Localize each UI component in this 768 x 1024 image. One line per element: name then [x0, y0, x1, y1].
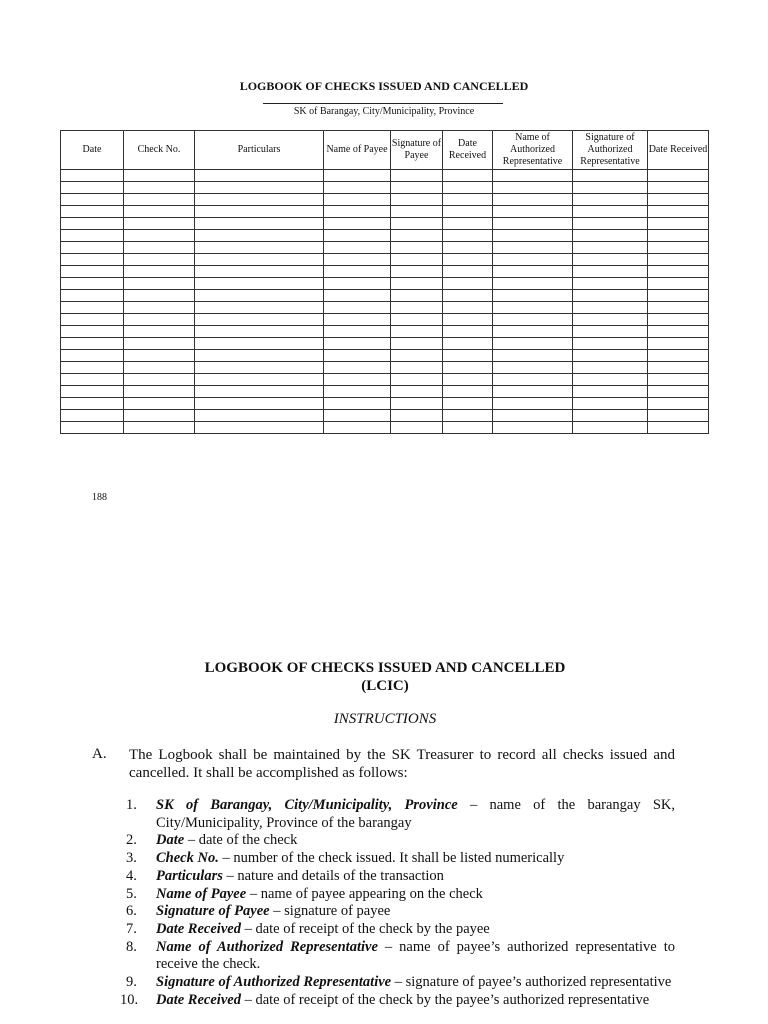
table-cell: [573, 422, 648, 434]
item-description: name of payee’s authorized representative to receive the check.: [156, 938, 675, 973]
column-header: Signature of Authorized Representative: [573, 131, 648, 170]
table-cell: [195, 410, 324, 422]
table-cell: [573, 350, 648, 362]
table-cell: [573, 386, 648, 398]
table-cell: [124, 230, 195, 242]
table-cell: [195, 338, 324, 350]
table-cell: [443, 398, 493, 410]
table-cell: [195, 206, 324, 218]
table-cell: [195, 422, 324, 434]
table-cell: [124, 278, 195, 290]
table-cell: [573, 410, 648, 422]
table-cell: [493, 290, 573, 302]
table-cell: [648, 206, 709, 218]
table-cell: [648, 254, 709, 266]
table-cell: [443, 194, 493, 206]
table-cell: [391, 230, 443, 242]
instruction-list: [100, 797, 675, 1009]
table-cell: [573, 266, 648, 278]
table-row: [61, 314, 709, 326]
table-cell: [391, 194, 443, 206]
table-row: [61, 266, 709, 278]
table-cell: [648, 362, 709, 374]
table-cell: [391, 338, 443, 350]
table-cell: [61, 230, 124, 242]
item-dash: –: [218, 850, 234, 867]
table-cell: [61, 254, 124, 266]
table-cell: [61, 398, 124, 410]
list-item: [100, 921, 675, 939]
item-dash: –: [184, 832, 199, 849]
table-cell: [324, 266, 391, 278]
item-number: 1.: [126, 797, 137, 813]
table-cell: [443, 218, 493, 230]
table-cell: [124, 290, 195, 302]
table-cell: [324, 206, 391, 218]
table-cell: [493, 314, 573, 326]
form-title: LOGBOOK OF CHECKS ISSUED AND CANCELLED: [239, 79, 529, 93]
table-cell: [391, 254, 443, 266]
list-item: [100, 939, 675, 974]
table-cell: [391, 326, 443, 338]
table-cell: [648, 398, 709, 410]
table-cell: [648, 218, 709, 230]
table-cell: [648, 266, 709, 278]
item-term: Name of Payee: [156, 885, 247, 902]
table-cell: [61, 242, 124, 254]
item-term: Date Received: [156, 991, 241, 1008]
table-cell: [61, 386, 124, 398]
table-cell: [573, 206, 648, 218]
table-cell: [493, 386, 573, 398]
table-cell: [61, 422, 124, 434]
table-cell: [443, 242, 493, 254]
table-cell: [648, 386, 709, 398]
table-cell: [648, 338, 709, 350]
table-cell: [573, 302, 648, 314]
table-cell: [61, 266, 124, 278]
table-cell: [573, 278, 648, 290]
table-cell: [493, 194, 573, 206]
table-cell: [195, 350, 324, 362]
table-cell: [324, 314, 391, 326]
item-description: date of the check: [198, 832, 298, 849]
table-cell: [391, 314, 443, 326]
table-cell: [573, 254, 648, 266]
table-cell: [324, 374, 391, 386]
table-cell: [124, 374, 195, 386]
table-cell: [124, 362, 195, 374]
item-number: 9.: [126, 974, 137, 991]
table-cell: [61, 338, 124, 350]
table-cell: [443, 254, 493, 266]
table-row: [61, 374, 709, 386]
table-cell: [195, 194, 324, 206]
instructions-title-main: LOGBOOK OF CHECKS ISSUED AND CANCELLED: [204, 660, 566, 676]
table-row: [61, 242, 709, 254]
table-cell: [443, 362, 493, 374]
table-cell: [61, 170, 124, 182]
column-header: Name of Authorized Representative: [493, 131, 573, 170]
table-cell: [195, 398, 324, 410]
table-cell: [648, 350, 709, 362]
table-cell: [61, 218, 124, 230]
table-cell: [391, 182, 443, 194]
item-number: 7.: [126, 920, 137, 937]
table-cell: [61, 206, 124, 218]
table-cell: [493, 374, 573, 386]
subtitle-underline: [263, 103, 503, 104]
table-cell: [573, 230, 648, 242]
item-dash: –: [240, 991, 256, 1008]
table-row: [61, 230, 709, 242]
table-cell: [493, 362, 573, 374]
table-cell: [443, 206, 493, 218]
item-term: Date: [156, 832, 185, 849]
table-cell: [124, 410, 195, 422]
table-cell: [195, 374, 324, 386]
table-cell: [124, 350, 195, 362]
table-row: [61, 206, 709, 218]
table-cell: [493, 230, 573, 242]
table-cell: [324, 362, 391, 374]
item-description: date of receipt of the check by the payee’s authorized representative: [255, 991, 650, 1008]
item-dash: –: [377, 938, 400, 955]
table-row: [61, 170, 709, 182]
table-row: [61, 194, 709, 206]
table-cell: [391, 362, 443, 374]
table-cell: [493, 218, 573, 230]
column-header: Check No.: [124, 131, 195, 170]
table-cell: [391, 350, 443, 362]
item-term: Particulars: [156, 867, 223, 884]
table-cell: [443, 170, 493, 182]
section-letter: A.: [92, 746, 107, 762]
table-cell: [493, 302, 573, 314]
table-cell: [195, 170, 324, 182]
table-cell: [573, 398, 648, 410]
table-cell: [61, 278, 124, 290]
item-number: 6.: [126, 903, 137, 920]
page-number: 188: [92, 492, 107, 503]
table-cell: [443, 290, 493, 302]
table-cell: [391, 278, 443, 290]
item-number: 2.: [126, 832, 137, 849]
item-term: Name of Authorized Representative: [156, 938, 378, 955]
table-row: [61, 182, 709, 194]
table-row: [61, 278, 709, 290]
instructions-heading: INSTRUCTIONS: [333, 711, 437, 727]
list-item: [100, 992, 675, 1010]
table-cell: [195, 314, 324, 326]
table-cell: [195, 254, 324, 266]
table-cell: [195, 362, 324, 374]
table-cell: [391, 374, 443, 386]
table-cell: [391, 398, 443, 410]
column-header: Particulars: [195, 131, 324, 170]
table-row: [61, 338, 709, 350]
table-cell: [443, 230, 493, 242]
column-header: Date: [61, 131, 124, 170]
instructions-title-abbrev: (LCIC): [361, 678, 409, 694]
table-cell: [648, 314, 709, 326]
table-cell: [573, 362, 648, 374]
form-subtitle: SK of Barangay, City/Municipality, Province: [293, 106, 475, 117]
item-description: number of the check issued. It shall be listed numerically: [233, 850, 565, 867]
table-cell: [324, 410, 391, 422]
table-cell: [61, 182, 124, 194]
column-header: Date Received: [443, 131, 493, 170]
item-description: signature of payee’s authorized representative: [405, 974, 672, 991]
item-dash: –: [457, 797, 490, 813]
table-cell: [324, 338, 391, 350]
table-cell: [391, 170, 443, 182]
table-cell: [61, 302, 124, 314]
table-cell: [124, 338, 195, 350]
list-item: [100, 886, 675, 904]
table-cell: [443, 422, 493, 434]
item-term: Signature of Payee: [156, 903, 270, 920]
table-cell: [124, 254, 195, 266]
table-cell: [324, 230, 391, 242]
table-cell: [61, 290, 124, 302]
item-dash: –: [269, 903, 285, 920]
table-cell: [493, 338, 573, 350]
table-cell: [648, 194, 709, 206]
table-cell: [648, 182, 709, 194]
table-row: [61, 422, 709, 434]
table-cell: [573, 170, 648, 182]
table-cell: [61, 194, 124, 206]
table-cell: [324, 170, 391, 182]
table-cell: [648, 230, 709, 242]
table-cell: [124, 302, 195, 314]
table-cell: [324, 422, 391, 434]
table-cell: [391, 290, 443, 302]
table-cell: [61, 314, 124, 326]
table-cell: [648, 170, 709, 182]
item-number: 10.: [120, 991, 139, 1008]
item-number: 5.: [126, 885, 137, 902]
table-cell: [195, 266, 324, 278]
table-row: [61, 362, 709, 374]
table-cell: [324, 326, 391, 338]
table-cell: [124, 266, 195, 278]
table-cell: [124, 182, 195, 194]
table-cell: [493, 326, 573, 338]
item-dash: –: [240, 920, 256, 937]
table-cell: [124, 242, 195, 254]
table-row: [61, 218, 709, 230]
table-cell: [443, 386, 493, 398]
item-description: name of payee appearing on the check: [260, 885, 483, 902]
table-cell: [648, 422, 709, 434]
table-cell: [324, 398, 391, 410]
table-cell: [195, 386, 324, 398]
table-cell: [324, 386, 391, 398]
list-item: [100, 903, 675, 921]
table-cell: [61, 410, 124, 422]
instructions-title: [0, 659, 768, 695]
table-cell: [61, 350, 124, 362]
table-cell: [493, 266, 573, 278]
table-cell: [195, 278, 324, 290]
table-cell: [493, 206, 573, 218]
table-cell: [443, 314, 493, 326]
table-cell: [124, 314, 195, 326]
table-row: [61, 386, 709, 398]
table-cell: [195, 290, 324, 302]
table-cell: [195, 302, 324, 314]
list-item: [100, 797, 675, 832]
item-dash: –: [246, 885, 261, 902]
table-cell: [573, 314, 648, 326]
column-header: Date Received: [648, 131, 709, 170]
table-cell: [573, 326, 648, 338]
table-cell: [324, 242, 391, 254]
table-cell: [61, 362, 124, 374]
table-cell: [648, 410, 709, 422]
list-item: [100, 868, 675, 886]
table-body: [61, 170, 709, 434]
table-cell: [391, 266, 443, 278]
table-cell: [493, 254, 573, 266]
table-cell: [324, 254, 391, 266]
item-description: nature and details of the transaction: [237, 867, 444, 884]
table-cell: [195, 242, 324, 254]
item-dash: –: [222, 867, 238, 884]
table-header-row: [61, 131, 709, 170]
table-cell: [648, 326, 709, 338]
table-cell: [124, 386, 195, 398]
table-cell: [391, 242, 443, 254]
item-dash: –: [391, 974, 406, 991]
table-cell: [493, 278, 573, 290]
logbook-table: [60, 130, 709, 434]
table-cell: [443, 410, 493, 422]
table-cell: [493, 182, 573, 194]
table-cell: [573, 194, 648, 206]
table-cell: [648, 278, 709, 290]
table-cell: [648, 290, 709, 302]
table-row: [61, 302, 709, 314]
table-cell: [443, 350, 493, 362]
item-term: Check No.: [156, 850, 219, 867]
table-cell: [124, 206, 195, 218]
table-cell: [391, 206, 443, 218]
table-cell: [195, 182, 324, 194]
table-cell: [493, 350, 573, 362]
table-row: [61, 398, 709, 410]
column-header: Signature of Payee: [391, 131, 443, 170]
table-cell: [573, 374, 648, 386]
table-cell: [573, 242, 648, 254]
table-cell: [573, 218, 648, 230]
item-number: 8.: [126, 938, 137, 955]
table-cell: [195, 326, 324, 338]
table-cell: [391, 386, 443, 398]
table-cell: [195, 218, 324, 230]
item-term: Date Received: [156, 920, 241, 937]
table-cell: [324, 290, 391, 302]
table-cell: [443, 266, 493, 278]
table-cell: [443, 302, 493, 314]
section-text: The Logbook shall be maintained by the SK Treasurer to record all checks issued and cancelled. It shall be accomplished as follows:: [129, 747, 675, 781]
table-cell: [391, 302, 443, 314]
table-cell: [493, 398, 573, 410]
table-cell: [124, 194, 195, 206]
table-cell: [124, 326, 195, 338]
column-header: Name of Payee: [324, 131, 391, 170]
table-row: [61, 410, 709, 422]
table-cell: [573, 182, 648, 194]
table-cell: [391, 422, 443, 434]
item-description: signature of payee: [284, 903, 391, 920]
table-cell: [493, 422, 573, 434]
table-row: [61, 254, 709, 266]
table-cell: [324, 182, 391, 194]
table-cell: [573, 290, 648, 302]
table-cell: [324, 350, 391, 362]
table-cell: [648, 374, 709, 386]
table-cell: [648, 302, 709, 314]
list-item: [100, 974, 675, 992]
table-cell: [391, 218, 443, 230]
table-cell: [124, 398, 195, 410]
table-cell: [493, 170, 573, 182]
item-number: 3.: [126, 850, 137, 867]
list-item: [100, 832, 675, 850]
table-cell: [195, 230, 324, 242]
table-cell: [648, 242, 709, 254]
table-cell: [493, 410, 573, 422]
table-cell: [493, 242, 573, 254]
table-cell: [124, 170, 195, 182]
table-cell: [573, 338, 648, 350]
table-row: [61, 290, 709, 302]
table-row: [61, 350, 709, 362]
table-cell: [61, 326, 124, 338]
table-cell: [61, 374, 124, 386]
item-term: Signature of Authorized Representative: [156, 974, 392, 991]
table-cell: [324, 194, 391, 206]
item-description: date of receipt of the check by the payee: [255, 920, 490, 937]
table-cell: [443, 182, 493, 194]
table-cell: [443, 338, 493, 350]
table-cell: [443, 278, 493, 290]
table-cell: [324, 218, 391, 230]
table-cell: [124, 422, 195, 434]
list-item: [100, 850, 675, 868]
table-cell: [443, 374, 493, 386]
table-cell: [443, 326, 493, 338]
table-row: [61, 326, 709, 338]
table-cell: [124, 218, 195, 230]
item-description: name of the barangay SK, City/Municipality, Province of the barangay: [156, 797, 675, 831]
table-cell: [391, 410, 443, 422]
table-cell: [324, 278, 391, 290]
table-cell: [324, 302, 391, 314]
item-term: SK of Barangay, City/Municipality, Province: [156, 797, 458, 813]
item-number: 4.: [126, 867, 137, 884]
